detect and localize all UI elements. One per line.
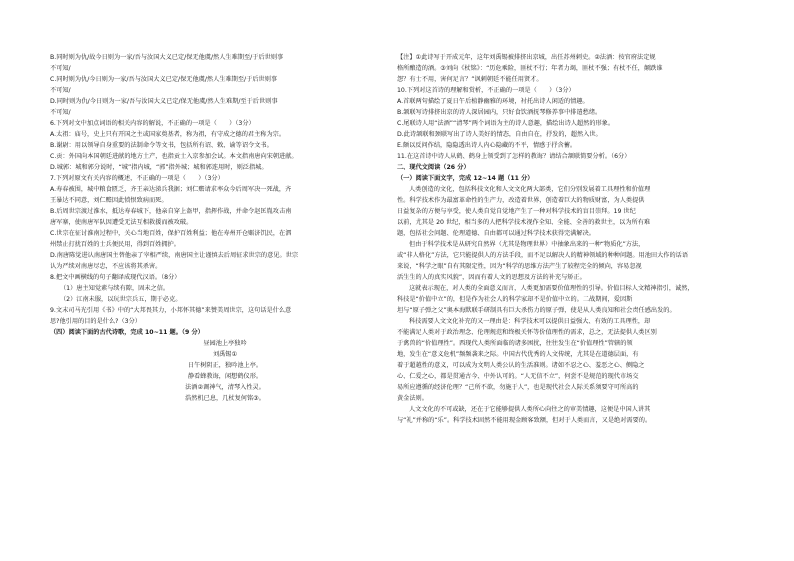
left-column-line: 6.下列对文中加点词语的相关内容的解说，不正确的一项是（ ）（3分） xyxy=(50,120,255,127)
right-column-line: 来说，“科学之眼”自有其限定性，因为“科学的思维方法产生了较程完全的倾向，容易忽视 xyxy=(397,263,642,270)
right-column-line: 活生生的人的真实风貌”，因而有着人文的思想及方法的补充与矫正。 xyxy=(397,274,586,281)
left-column-line: D.城郭：城和郭分说时，“城”指内城，“郭”指外城；城和郭连用时，则泛指城。 xyxy=(50,164,268,171)
right-column-line: 10.下列对这首诗的理解和赏析，不正确的一项是（ ）（3分） xyxy=(397,87,575,94)
right-column-line: E.颇以反问作结，隐隐透出诗人内心隐藏的不平，情感于抒含蓄。 xyxy=(397,142,577,149)
right-column-line: 题，包括社会问题、伦理道德、自由都可以通过科学技术获得完满解决。 xyxy=(397,230,595,237)
right-column-line: 怨？有士不用，害何足言？”讽刺朝廷不能任用贤才。 xyxy=(397,76,543,83)
right-column-line: 二、现代文阅读（26 分） xyxy=(397,164,470,171)
left-column-line: 浩然机已息，几杖复何铭③。 xyxy=(185,395,265,402)
left-column-line: 9.文末司马光引用《书》中的“大邦畏其力，小邦怀其德”来赞美周世宗，这句话是什么意 xyxy=(50,307,292,314)
left-column-line: （四）阅读下面的古代诗歌，完成 10~11 题。（9 分） xyxy=(50,329,204,336)
right-column-line: 但由于科学技术是从研究自然界（尤其是物理世界）中抽象出来的一种“物质化”方法， xyxy=(409,241,645,248)
left-column-line: D.南唐陈觉进认南唐国主替他亲了宰相严续，南唐国主让谨慎去后周征求世宗的意见。世宗 xyxy=(50,252,299,259)
right-column-line: B.颔联写诗排挤出京的诗人深居园内，只好食饮酒抚琴修养事中排遣愁绪。 xyxy=(397,109,602,116)
left-column-line: 王暴达不同意，刘仁赡因此愤恨致病而死。 xyxy=(50,197,168,204)
left-column-line: A.寿春被围，城中粮食匮乏，齐王亲达涕兵我据；刘仁赡请求率众今后周军决一死战，齐 xyxy=(50,186,292,193)
left-column-line: 州禁止打扰百姓的士兵便民用，得到百姓拥护。 xyxy=(50,241,180,248)
right-column-line: 着于超越性的意义，可以成为文明人类公认的生活准则。诸如不忍之心、羞恶之心、侧隐之 xyxy=(397,362,645,369)
right-column-line: 黄金法则。 xyxy=(397,395,428,402)
right-column xyxy=(397,52,751,426)
right-column-line: （一）阅读下面文字，完成 12~14 题（11 分） xyxy=(397,175,534,182)
right-column-line: D.此诗颔联和颈联写出了诗人美好的情态，自由自在，抒发的，超然入世。 xyxy=(397,131,602,138)
left-column-line: （2）江南未服，以玩世宗兵五，期于必克。 xyxy=(60,296,182,303)
left-column-line: C.同时则为仇/今日则为一家/吾与汝国大义已定/保无他虞/然人生难期至/于后世则事 xyxy=(50,76,278,83)
left-column-line: 静看蜂教诲，闲想鹤仪形。 xyxy=(187,373,263,380)
left-column-line: 唐军寨，使南唐军队因遭受无法互相救援而被攻破。 xyxy=(50,219,193,226)
left-column-line: 昼园池上亭独吟 xyxy=(203,340,247,347)
right-column-line: 于禽兽的“价值理性”。西现代人类所面临的诸多困扰，往往发生在“价值理性”管辖的领 xyxy=(397,340,633,347)
right-column-line: C.尾联诗人用“法酒”“清琴”两个词语为主的诗人意趣，描绘出诗人超然的形象。 xyxy=(397,120,615,127)
right-column-line: 性。科学技术作为最富革命性的生产力，改造着世界，创造着巨大的物质财富，为人类提供 xyxy=(397,197,645,204)
right-column-line: 格所酿造的酒。③刘向《杖铭》：“历危乘险，匪杖不行；年者力竭，匪杖不强；有杖不任，颠跌谁 xyxy=(397,65,663,72)
left-column-line: 思?他引用的目的是什么?（3分） xyxy=(50,318,141,325)
right-column-line: 这就表示现在，对人类的全面意义而言，人类更加需要价值理性的引导。价值目标人文精神指引，诚然， xyxy=(409,285,694,292)
left-column-line: 7.下列对原文有关内容的概述，不正确的一项是（ ）（3分） xyxy=(50,175,224,182)
left-column-line: 不可知/ xyxy=(50,65,71,72)
right-column-line: 日益复杂的方便与享受，使人类自觉自觉地产生了一种对科学技术的盲目崇拜。19 世纪 xyxy=(397,208,636,215)
right-column-line: 与“礼”并称的“乐”。科学技术固然不能用现金顾客致额，但对于人类而言，又是绝对需要的。 xyxy=(397,417,652,424)
right-column-line: 科技需要人文文化补充的又一理由是：科学技术可以提供日益强大、有效的工具理性，却 xyxy=(409,318,651,325)
left-column-line: A.太祖：庙号，史上只有开国之主或国家奠基者，称为祖，有守成之德的君主称为宗。 xyxy=(50,131,286,138)
left-column-line: 不可知/ xyxy=(50,109,71,116)
right-column-line: 11.在这首诗中诗人从鹤、鹤身上领受到了怎样的教诲？请结合颔联简要分析。（6分） xyxy=(397,153,631,160)
left-column-line: （1）唐主知觉素与续有隙，固未之信。 xyxy=(60,285,170,292)
left-column-line: D.同时则为仇/今日则为一家/吾与汝国大义已定/保无他虞/然人生难期/至于后世则事 xyxy=(50,98,278,105)
right-column-line: 或“非人格化”方法，它只能提供人的方法手段，而不足以解决人的精神领域的种种问题。用池田大作的话语 xyxy=(397,252,689,259)
left-column-line: 法酒②调神气，清琴入性灵。 xyxy=(185,384,265,391)
right-column-line: 不能满足人类对于政治理念、伦理规范和终极关怀等价值理性的需求，总之，无法提供人类区别 xyxy=(397,329,657,336)
left-column-line: B.谢尉：用以领导自身重要的法制命令等文书，包括所有诏、敕、谕等诏令文书。 xyxy=(50,142,273,149)
left-column xyxy=(50,52,400,404)
left-column-line: C.世宗在征讨淮南过程中，关心当地百姓，保护百姓利益；他在寿州开仓赈济饥民，在泗 xyxy=(50,230,292,237)
right-column-line: 【注】①此诗写于开成元年，这年刘禹锡被排挤出京城，出任苏州刺史。②法酒：按官府法定规 xyxy=(397,54,656,61)
left-column-line: B.同时则为仇/故今日则为一家/吾与汝国大义已定/保无他虞/然人生难期至/于后世则事 xyxy=(50,54,284,61)
right-column-line: 地，发生在“意义危机”频频袭来之际。中国古代优秀的人文传统，尤其是在道德层面，有 xyxy=(397,351,639,358)
right-column-line: 以前，尤其是 20 世纪，相当多的人把科学技术视作全知、全能、全善的救世主，以为所有难 xyxy=(397,219,651,226)
left-column-line: 刘禹锡① xyxy=(212,351,238,358)
right-column-line: 科技是“价值中立”的，但是作为社会人的科学家却不是价值中立的。二战期间，爱因斯 xyxy=(397,296,633,303)
left-column-line: 日午树阴正，独吟池上亭。 xyxy=(187,362,263,369)
left-column-line: 8.把文中画横线的句子翻译成现代汉语。（8分） xyxy=(50,274,181,281)
right-column-line: 人类创造的文化，包括科技文化和人文文化两大部类，它们分别发展着工具理性和价值理 xyxy=(409,186,651,193)
right-column-line: 人文文化的不可或缺，还在于它能够提供人类所心向往之的审美情趣，这便是中国人讲其 xyxy=(409,406,651,413)
right-column-line: A.首联两句描绘了夏日午后植静幽雅的环境，衬托出诗人闲适的情趣。 xyxy=(397,98,589,105)
right-column-line: 坦与“原子弹之父”奥本海默联手研制具有巨大杀伤力的原子弹，使是从人类良知和社会责任感出发的。 xyxy=(397,307,676,314)
right-column-line: 心、仁爱之心，都是贯通古今、中外认可的。“人无信不立”，何尝不是规范的现代市场交 xyxy=(397,373,639,380)
left-column-line: 认为严续对南唐尽忠，不应该将其杀害。 xyxy=(50,263,162,270)
left-column-line: 不可知/ xyxy=(50,87,71,94)
left-column-line: B.后周世宗渡过淮水，抵达寿春城下，他亲自穿上盔甲，指挥作战，并命令赵匡胤攻击南 xyxy=(50,208,292,215)
left-column-line: C.贡：外国向本国朝廷进献的地方土产，也指贡士入京参加会试。本文指南唐向宋朝进献。 xyxy=(50,153,298,160)
right-column-line: 易所应遵循的经济伦理？“己所不欲，勿施于人”，也是现代社会人际关系须要守可所高的 xyxy=(397,384,639,391)
